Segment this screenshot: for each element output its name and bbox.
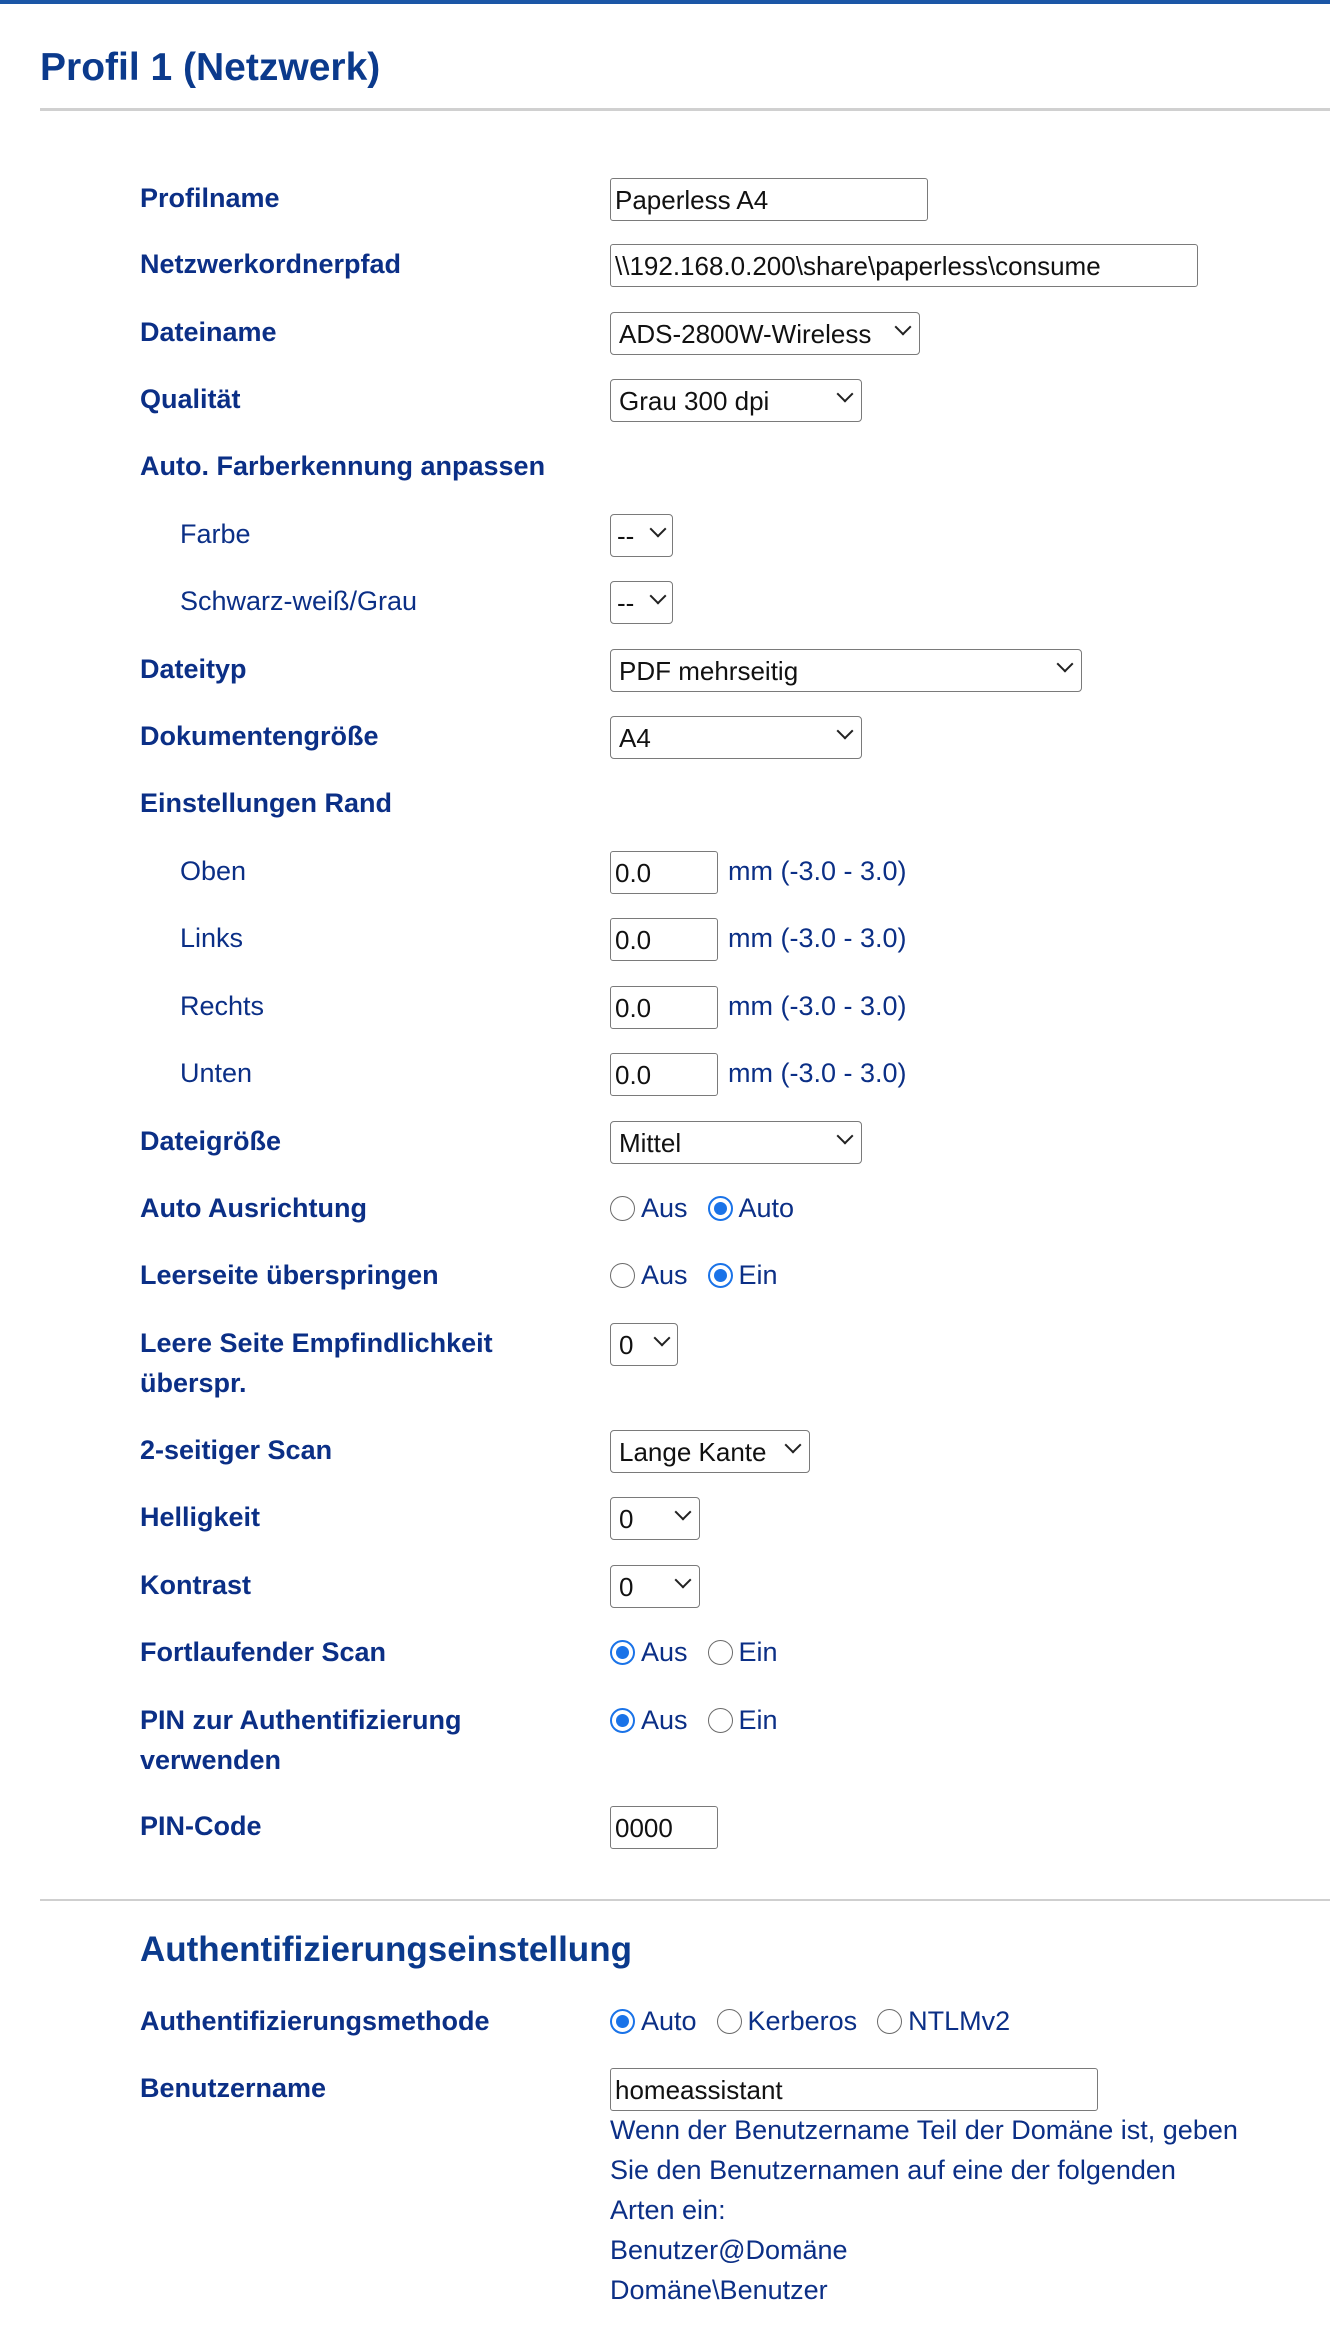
chevron-down-icon xyxy=(837,386,854,403)
row-helligkeit xyxy=(0,1497,1330,1540)
farbe-select[interactable] xyxy=(610,514,673,557)
chevron-down-icon xyxy=(675,1504,692,1521)
option-label: Aus xyxy=(641,1260,688,1290)
leerseite-option-ein[interactable] xyxy=(708,1255,778,1295)
dateigroesse-label: Dateigröße xyxy=(140,1126,282,1156)
radio-button-icon[interactable] xyxy=(708,1708,733,1733)
links-input[interactable]: 0.0 xyxy=(610,918,718,961)
radio-button-selected-icon[interactable] xyxy=(610,1708,635,1733)
qualitaet-label: Qualität xyxy=(140,384,241,414)
radio-button-icon[interactable] xyxy=(610,1196,635,1221)
kontrast-label: Kontrast xyxy=(140,1570,252,1600)
radio-button-icon[interactable] xyxy=(708,1640,733,1665)
option-label: Aus xyxy=(641,1637,688,1667)
dokumentgroesse-select[interactable] xyxy=(610,716,862,759)
auth-methode-option-ntlmv2[interactable] xyxy=(877,2001,1010,2041)
section-divider xyxy=(40,1899,1330,1901)
auth-methode-option-kerberos[interactable] xyxy=(717,2001,858,2041)
helligkeit-select[interactable] xyxy=(610,1497,700,1540)
row-zweiseitig xyxy=(0,1430,1330,1473)
rand-label: Einstellungen Rand xyxy=(140,788,393,818)
hint-line: Wenn der Benutzername Teil der Domäne ist, geben xyxy=(610,2115,1238,2145)
auto-ausrichtung-option-auto[interactable] xyxy=(708,1188,795,1228)
dateiname-label: Dateiname xyxy=(140,317,277,347)
chevron-down-icon xyxy=(654,1330,671,1347)
chevron-down-icon xyxy=(837,1128,854,1145)
farbe-label: Farbe xyxy=(180,519,251,549)
dateiname-value: ADS-2800W-Wireless xyxy=(619,319,872,349)
qualitaet-select[interactable] xyxy=(610,379,862,422)
unten-unit: mm (-3.0 - 3.0) xyxy=(728,1058,907,1088)
pin-auth-label: PIN zur Authentifizierung verwenden xyxy=(140,1705,462,1775)
row-empfindlichkeit xyxy=(0,1323,1330,1398)
option-label: Ein xyxy=(738,1637,778,1667)
leerseite-label: Leerseite überspringen xyxy=(140,1260,439,1290)
auto-ausrichtung-radio-group xyxy=(610,1188,814,1228)
sw-grau-select[interactable] xyxy=(610,581,673,624)
hint-line: Domäne\Benutzer xyxy=(610,2275,828,2305)
hint-line: Arten ein: xyxy=(610,2195,726,2225)
page-title: Profil 1 (Netzwerk) xyxy=(40,46,381,89)
pin-auth-option-aus[interactable] xyxy=(610,1700,688,1740)
chevron-down-icon xyxy=(895,319,912,336)
helligkeit-label: Helligkeit xyxy=(140,1502,261,1532)
auto-ausrichtung-option-aus[interactable] xyxy=(610,1188,688,1228)
zweiseitig-label: 2-seitiger Scan xyxy=(140,1435,333,1465)
row-sw-grau xyxy=(0,581,1330,624)
benutzername-input[interactable]: homeassistant xyxy=(610,2068,1098,2111)
oben-input[interactable]: 0.0 xyxy=(610,851,718,894)
profilname-input[interactable]: Paperless A4 xyxy=(610,178,928,221)
option-label: Ein xyxy=(738,1260,778,1290)
option-label: Kerberos xyxy=(747,2006,858,2036)
chevron-down-icon xyxy=(785,1437,802,1454)
profilname-label: Profilname xyxy=(140,183,280,213)
dateityp-select[interactable] xyxy=(610,649,1082,692)
auth-section-title: Authentifizierungseinstellung xyxy=(140,1930,632,1969)
auto-ausrichtung-label: Auto Ausrichtung xyxy=(140,1193,367,1223)
sw-grau-value: -- xyxy=(617,588,635,618)
fortlaufend-label: Fortlaufender Scan xyxy=(140,1637,387,1667)
top-accent-line xyxy=(0,0,1330,4)
hint-line: Benutzer@Domäne xyxy=(610,2235,848,2265)
pin-code-label: PIN-Code xyxy=(140,1811,262,1841)
zweiseitig-value: Lange Kante xyxy=(619,1437,767,1467)
chevron-down-icon xyxy=(650,521,667,538)
chevron-down-icon xyxy=(650,588,667,605)
dokumentgroesse-label: Dokumentengröße xyxy=(140,721,379,751)
empfindlichkeit-label: Leere Seite Empfindlichkeit überspr. xyxy=(140,1328,493,1398)
row-farbe xyxy=(0,514,1330,557)
row-dokumentgroesse xyxy=(0,716,1330,759)
empfindlichkeit-value: 0 xyxy=(619,1330,634,1360)
row-qualitaet xyxy=(0,379,1330,422)
rechts-unit: mm (-3.0 - 3.0) xyxy=(728,991,907,1021)
chevron-down-icon xyxy=(1057,656,1074,673)
option-label: Auto xyxy=(641,2006,697,2036)
kontrast-value: 0 xyxy=(619,1572,634,1602)
row-dateityp xyxy=(0,649,1330,692)
dokumentgroesse-value: A4 xyxy=(619,723,651,753)
unten-input[interactable]: 0.0 xyxy=(610,1053,718,1096)
netzwerkpfad-input[interactable]: \\192.168.0.200\share\paperless\consume xyxy=(610,244,1198,287)
auth-methode-label: Authentifizierungsmethode xyxy=(140,2006,490,2036)
row-kontrast xyxy=(0,1565,1330,1608)
pin-auth-option-ein[interactable] xyxy=(708,1700,778,1740)
dateiname-select[interactable] xyxy=(610,312,920,355)
netzwerkpfad-label: Netzwerkordnerpfad xyxy=(140,249,402,279)
fortlaufend-option-aus[interactable] xyxy=(610,1632,688,1672)
auth-methode-radio-group xyxy=(610,2001,1030,2041)
chevron-down-icon xyxy=(837,723,854,740)
radio-button-selected-icon[interactable] xyxy=(708,1263,733,1288)
dateigroesse-select[interactable] xyxy=(610,1121,862,1164)
links-label: Links xyxy=(180,923,244,953)
radio-button-selected-icon[interactable] xyxy=(708,1196,733,1221)
row-dateiname xyxy=(0,312,1330,355)
rechts-input[interactable]: 0.0 xyxy=(610,986,718,1029)
pin-code-input[interactable]: 0000 xyxy=(610,1806,718,1849)
sw-grau-label: Schwarz-weiß/Grau xyxy=(180,586,418,616)
pin-auth-radio-group xyxy=(610,1700,798,1740)
option-label: Auto xyxy=(738,1193,795,1223)
oben-unit: mm (-3.0 - 3.0) xyxy=(728,856,907,886)
qualitaet-value: Grau 300 dpi xyxy=(619,386,770,416)
rechts-label: Rechts xyxy=(180,991,265,1021)
oben-label: Oben xyxy=(180,856,247,886)
leerseite-radio-group xyxy=(610,1255,798,1295)
dateigroesse-value: Mittel xyxy=(619,1128,682,1158)
option-label: Aus xyxy=(641,1705,688,1735)
chevron-down-icon xyxy=(675,1572,692,1589)
zweiseitig-select[interactable] xyxy=(610,1430,810,1473)
helligkeit-value: 0 xyxy=(619,1504,634,1534)
hint-line: Sie den Benutzernamen auf eine der folgenden xyxy=(610,2155,1176,2185)
fortlaufend-option-ein[interactable] xyxy=(708,1632,778,1672)
auth-methode-option-auto[interactable] xyxy=(610,2001,697,2041)
leerseite-option-aus[interactable] xyxy=(610,1255,688,1295)
option-label: Aus xyxy=(641,1193,688,1223)
links-unit: mm (-3.0 - 3.0) xyxy=(728,923,907,953)
dateityp-value: PDF mehrseitig xyxy=(619,656,799,686)
empfindlichkeit-select[interactable] xyxy=(610,1323,678,1366)
benutzername-label: Benutzername xyxy=(140,2073,327,2103)
farbe-value: -- xyxy=(617,521,635,551)
radio-button-icon[interactable] xyxy=(610,1263,635,1288)
radio-button-selected-icon[interactable] xyxy=(610,2009,635,2034)
option-label: NTLMv2 xyxy=(908,2006,1011,2036)
row-dateigroesse xyxy=(0,1121,1330,1164)
radio-button-icon[interactable] xyxy=(717,2009,742,2034)
fortlaufend-radio-group xyxy=(610,1632,798,1672)
option-label: Ein xyxy=(738,1705,778,1735)
title-divider xyxy=(40,108,1330,111)
dateityp-label: Dateityp xyxy=(140,654,247,684)
benutzername-hint xyxy=(610,2110,1310,2310)
farberkennung-label: Auto. Farberkennung anpassen xyxy=(140,451,546,481)
unten-label: Unten xyxy=(180,1058,253,1088)
kontrast-select[interactable] xyxy=(610,1565,700,1608)
radio-button-selected-icon[interactable] xyxy=(610,1640,635,1665)
radio-button-icon[interactable] xyxy=(877,2009,902,2034)
